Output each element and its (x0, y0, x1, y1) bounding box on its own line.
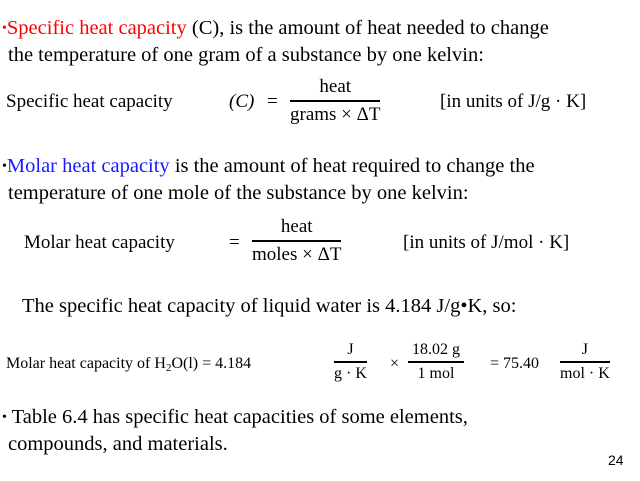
molar-heat-definition-line2: temperature of one mole of the substance by one kelvin: (8, 182, 469, 204)
fraction-numerator: J (560, 341, 610, 363)
fraction-j-per-gk (334, 341, 367, 383)
equals-sign: = (267, 91, 278, 112)
lhs-text: Molar heat capacity of H (6, 355, 166, 372)
fraction-denominator: g · K (334, 365, 367, 382)
fraction-numerator: heat (252, 216, 341, 242)
fraction-numerator: 18.02 g (408, 341, 464, 363)
units-bracket: [in units of J/mol · K] (403, 232, 570, 253)
result-value: = 75.40 (490, 355, 540, 372)
fraction-numerator: J (334, 341, 367, 363)
fraction-denominator: grams × ΔT (290, 104, 381, 125)
table-reference-text: Table 6.4 has specific heat capacities of some elements, (6, 406, 468, 428)
fraction-denominator: moles × ΔT (252, 244, 342, 265)
units-bracket: [in units of J/g · K] (440, 91, 587, 112)
molar-heat-equation-lhs: Molar heat capacity (24, 232, 175, 253)
bullet-icon: • (2, 159, 7, 174)
table-reference-line2: compounds, and materials. (8, 433, 228, 455)
specific-heat-definition-text: (C), is the amount of heat needed to change (186, 17, 549, 39)
lhs-tail: O(l) = 4.184 (171, 355, 252, 372)
fraction-denominator: mol · K (560, 365, 610, 382)
molar-heat-definition-text: is the amount of heat required to change the (169, 155, 535, 177)
specific-heat-fraction (290, 76, 380, 126)
water-heat-capacity-text: The specific heat capacity of liquid water is 4.184 J/g•K, so: (22, 295, 517, 317)
molar-heat-term: Molar heat capacity (6, 155, 170, 177)
fraction-numerator: heat (290, 76, 380, 102)
equation-lhs: Specific heat capacity (6, 91, 173, 112)
subscript: 2 (165, 362, 172, 374)
fraction-j-per-molk (560, 341, 610, 383)
specific-heat-definition-line1 (2, 16, 549, 43)
molar-heat-fraction (252, 216, 341, 266)
specific-heat-term: Specific heat capacity (6, 17, 187, 39)
page-number: 24 (608, 452, 624, 468)
molar-heat-definition-line1 (2, 154, 535, 181)
bullet-icon: • (2, 21, 7, 36)
molar-heat-water-lhs (6, 355, 251, 374)
equation-symbol: (C) (229, 91, 255, 112)
specific-heat-definition-line2: the temperature of one gram of a substance by one kelvin: (8, 44, 484, 66)
bullet-icon: • (2, 410, 7, 425)
fraction-denominator: 1 mol (417, 365, 455, 382)
table-reference-line1 (2, 405, 468, 432)
specific-heat-equation (6, 91, 173, 113)
fraction-grams-per-mol (408, 341, 464, 383)
equals-sign: = (229, 232, 240, 253)
times-sign: × (390, 355, 400, 372)
